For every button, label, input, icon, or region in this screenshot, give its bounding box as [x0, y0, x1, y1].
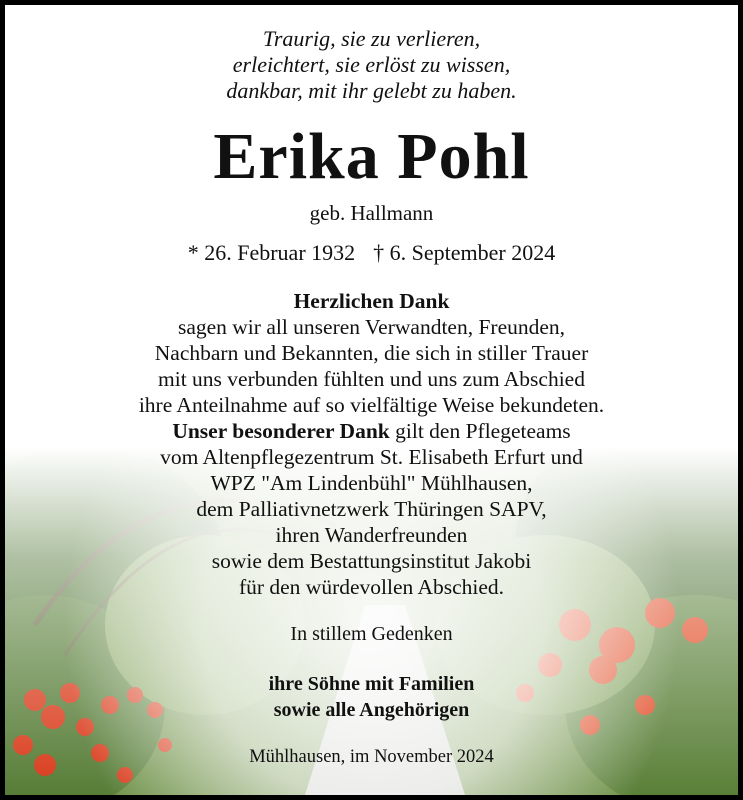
special-thanks-line: für den würdevollen Abschied. [238, 575, 505, 599]
special-thanks-line: sowie dem Bestattungsinstitut Jakobi [211, 549, 532, 573]
closing-phrase: In stillem Gedenken [290, 623, 453, 645]
life-dates [5, 240, 738, 266]
thanks-line: Nachbarn und Bekannten, die sich in stiller Trauer [154, 341, 589, 365]
special-thanks-line: dem Palliativnetzwerk Thüringen SAPV, [196, 497, 547, 521]
special-thanks-line [5, 419, 738, 444]
birth-date: * 26. Februar 1932 [187, 240, 356, 265]
verse-line-2: erleichtert, sie erlöst zu wissen, [232, 52, 511, 77]
signature-line: sowie alle Angehörigen [273, 699, 470, 721]
verse-line-3: dankbar, mit ihr gelebt zu haben. [226, 78, 517, 103]
special-thanks-line: ihren Wanderfreunden [275, 523, 468, 547]
special-thanks-line: WPZ "Am Lindenbühl" Mühlhausen, [210, 471, 533, 495]
thanks-line: sagen wir all unseren Verwandten, Freunden, [177, 315, 566, 339]
deceased-name: Erika Pohl [213, 120, 530, 193]
death-date: † 6. September 2024 [373, 240, 556, 265]
special-thanks-line: vom Altenpflegezentrum St. Elisabeth Erfurt und [160, 445, 583, 469]
special-thanks-rest: gilt den Pflegeteams [389, 419, 571, 443]
maiden-name: geb. Hallmann [309, 201, 434, 225]
verse-line-1: Traurig, sie zu verlieren, [262, 26, 481, 51]
thanks-heading: Herzlichen Dank [293, 289, 450, 313]
signature-line: ihre Söhne mit Familien [268, 673, 475, 695]
thanks-line: ihre Anteilnahme auf so vielfältige Weise bekundeten. [138, 393, 605, 417]
thanks-line: mit uns verbunden fühlten und uns zum Abschied [158, 367, 585, 391]
place-date: Mühlhausen, im November 2024 [249, 747, 494, 767]
special-thanks-bold: Unser besonderer Dank [172, 419, 390, 443]
